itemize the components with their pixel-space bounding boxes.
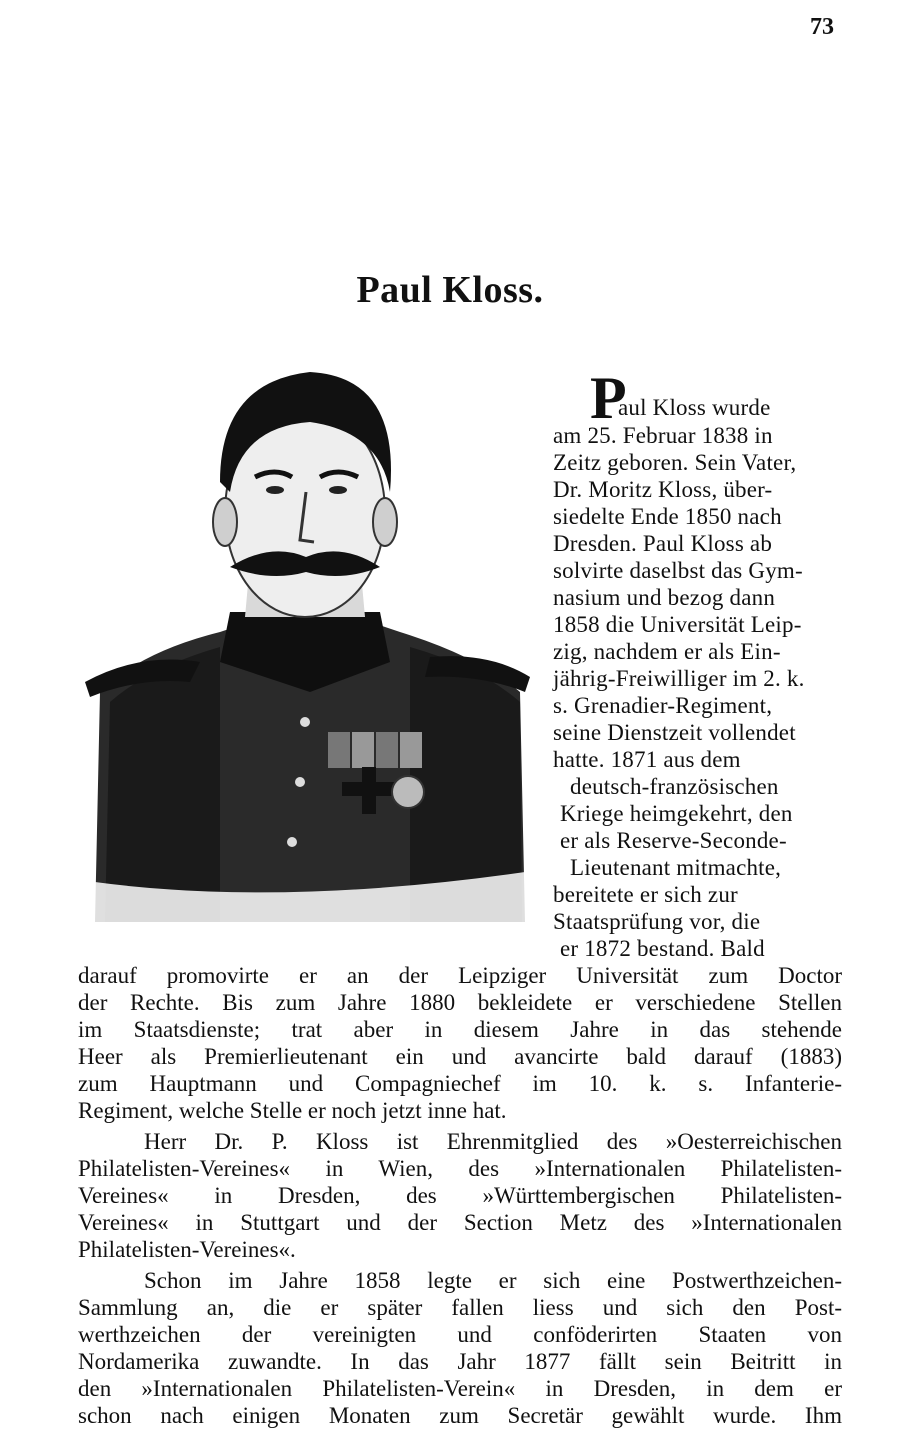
body-line: Schon im Jahre 1858 legte er sich eine Postwerthzeichen- [144, 1268, 842, 1293]
column-line: zig, nachdem er als Ein- [553, 639, 781, 664]
column-line: Lieutenant mitmachte, [570, 855, 782, 880]
column-line: bereitete er sich zur [553, 882, 738, 907]
page-title: Paul Kloss. [356, 269, 544, 311]
column-line: deutsch-französischen [570, 774, 779, 799]
body-line: Heer als Premierlieutenant ein und avancirte bald darauf (1883) [78, 1044, 842, 1069]
column-line: aul Kloss wurde [618, 395, 771, 420]
body-line: der Rechte. Bis zum Jahre 1880 bekleidete er verschiedene Stellen [78, 990, 842, 1015]
body-line: Nordamerika zuwandte. In das Jahr 1877 fällt sein Beitritt in [78, 1349, 842, 1374]
portrait-illustration [80, 362, 535, 932]
column-line: Dresden. Paul Kloss ab [553, 531, 773, 556]
column-line: Zeitz geboren. Sein Vater, [553, 450, 797, 475]
column-line: Dr. Moritz Kloss, über- [553, 477, 773, 502]
body-line: Philatelisten-Vereines«. [78, 1237, 296, 1262]
column-line: 1858 die Universität Leip- [553, 612, 802, 637]
column-line: siedelte Ende 1850 nach [553, 504, 782, 529]
drop-cap: P [590, 365, 627, 431]
column-line: jährig-Freiwilliger im 2. k. [553, 666, 805, 691]
column-line: am 25. Februar 1838 in [553, 423, 773, 448]
page-number: 73 [810, 14, 834, 40]
body-line: schon nach einigen Monaten zum Secretär gewählt wurde. Ihm [78, 1403, 842, 1428]
column-line: hatte. 1871 aus dem [553, 747, 741, 772]
column-line: s. Grenadier-Regiment, [553, 693, 773, 718]
column-line: solvirte daselbst das Gym- [553, 558, 803, 583]
body-line: den »Internationalen Philatelisten-Verein« in Dresden, in dem er [78, 1376, 842, 1401]
column-line: er als Reserve-Seconde- [560, 828, 787, 853]
body-line: zum Hauptmann und Compagniechef im 10. k. s. Infanterie- [78, 1071, 842, 1096]
body-line: Regiment, welche Stelle er noch jetzt inne hat. [78, 1098, 507, 1123]
column-line: er 1872 bestand. Bald [560, 936, 765, 961]
body-line: darauf promovirte er an der Leipziger Universität zum Doctor [78, 963, 842, 988]
body-line: werthzeichen der vereinigten und conföderirten Staaten von [78, 1322, 842, 1347]
column-line: seine Dienstzeit vollendet [553, 720, 796, 745]
body-line: Vereines« in Dresden, des »Württembergischen Philatelisten- [78, 1183, 842, 1208]
body-line: Vereines« in Stuttgart und der Section Metz des »Internationalen [78, 1210, 842, 1235]
column-line: Kriege heimgekehrt, den [560, 801, 793, 826]
column-line: nasium und bezog dann [553, 585, 776, 610]
column-line: Staatsprüfung vor, die [553, 909, 761, 934]
body-line: Philatelisten-Vereines« in Wien, des »Internationalen Philatelisten- [78, 1156, 842, 1181]
body-line: Sammlung an, die er später fallen liess und sich den Post- [78, 1295, 842, 1320]
body-line: Herr Dr. P. Kloss ist Ehrenmitglied des »Oesterreichischen [144, 1129, 842, 1154]
body-line: im Staatsdienste; trat aber in diesem Jahre in das stehende [78, 1017, 842, 1042]
